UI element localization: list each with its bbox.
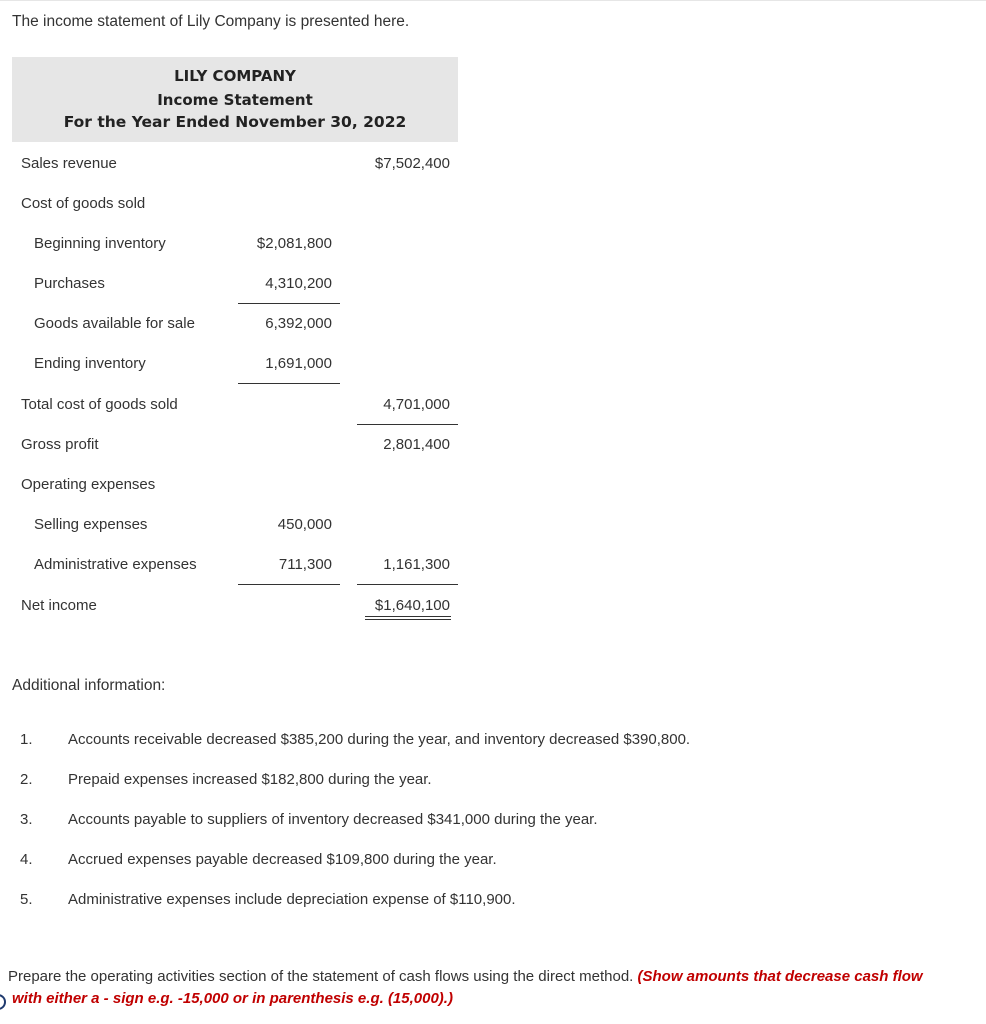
instructions <box>8 966 978 1010</box>
underline-ending-inventory <box>238 383 340 384</box>
row-value-total: $7,502,400 <box>374 155 450 172</box>
row-total-cogs <box>0 392 986 418</box>
row-label: Purchases <box>34 275 105 292</box>
row-value-total: 2,801,400 <box>383 436 450 453</box>
cursor-edge-icon <box>0 994 6 1010</box>
row-selling-expenses <box>0 512 986 538</box>
additional-item <box>0 891 986 915</box>
instructions-text: Prepare the operating activities section of the statement of cash flows using the direct method. <box>8 968 634 985</box>
item-text: Administrative expenses include depreciation expense of $110,900. <box>68 891 516 908</box>
item-text: Accrued expenses payable decreased $109,800 during the year. <box>68 851 497 868</box>
row-label: Ending inventory <box>34 355 146 372</box>
row-label: Administrative expenses <box>34 556 197 573</box>
double-underline-bottom <box>365 619 451 620</box>
row-ending-inventory <box>0 351 986 377</box>
intro-text: The income statement of Lily Company is presented here. <box>12 13 410 30</box>
item-number: 1. <box>20 731 33 748</box>
underline-purchases <box>238 303 340 304</box>
row-label: Sales revenue <box>21 155 117 172</box>
row-gross-profit <box>0 432 986 458</box>
row-operating-expenses <box>0 472 986 498</box>
row-label: Gross profit <box>21 436 99 453</box>
row-cost-of-goods-sold <box>0 191 986 217</box>
instructions-note-line1: (Show amounts that decrease cash flow <box>637 968 923 985</box>
row-value-detail: 711,300 <box>278 556 332 573</box>
row-label: Selling expenses <box>34 516 148 533</box>
additional-item <box>0 851 986 875</box>
item-number: 2. <box>20 771 33 788</box>
item-number: 4. <box>20 851 33 868</box>
statement-title: Income Statement <box>157 91 313 109</box>
row-value-total: $1,640,100 <box>374 597 450 614</box>
row-value-detail: 6,392,000 <box>265 315 332 332</box>
row-value-total: 4,701,000 <box>383 396 450 413</box>
row-value-detail: 4,310,200 <box>265 275 332 292</box>
row-value-detail: $2,081,800 <box>256 235 332 252</box>
statement-header <box>12 57 458 142</box>
additional-item <box>0 811 986 835</box>
row-administrative-expenses <box>0 552 986 578</box>
row-label: Cost of goods sold <box>21 195 146 212</box>
row-label: Operating expenses <box>21 476 156 493</box>
item-number: 3. <box>20 811 33 828</box>
additional-info-heading: Additional information: <box>12 677 166 694</box>
row-label: Total cost of goods sold <box>21 396 178 413</box>
item-text: Accounts payable to suppliers of inventory decreased $341,000 during the year. <box>68 811 598 828</box>
top-border <box>0 0 986 1</box>
row-label: Net income <box>21 597 97 614</box>
row-label: Goods available for sale <box>34 315 195 332</box>
row-value-detail: 450,000 <box>277 516 332 533</box>
underline-admin-total <box>357 584 458 585</box>
additional-item <box>0 771 986 795</box>
underline-total-cogs <box>357 424 458 425</box>
row-sales-revenue <box>0 151 986 177</box>
underline-admin-detail <box>238 584 340 585</box>
company-name: LILY COMPANY <box>174 67 296 85</box>
item-text: Accounts receivable decreased $385,200 during the year, and inventory decreased $390,800. <box>68 731 691 748</box>
item-text: Prepaid expenses increased $182,800 during the year. <box>68 771 432 788</box>
additional-item <box>0 731 986 755</box>
row-purchases <box>0 271 986 297</box>
row-label: Beginning inventory <box>34 235 166 252</box>
statement-period: For the Year Ended November 30, 2022 <box>63 113 407 131</box>
row-net-income <box>0 593 986 619</box>
double-underline-top <box>365 616 451 617</box>
row-beginning-inventory <box>0 231 986 257</box>
row-goods-available <box>0 311 986 337</box>
instructions-note-line2: with either a - sign e.g. -15,000 or in parenthesis e.g. (15,000).) <box>12 990 453 1007</box>
item-number: 5. <box>20 891 33 908</box>
row-value-total: 1,161,300 <box>383 556 450 573</box>
row-value-detail: 1,691,000 <box>265 355 332 372</box>
